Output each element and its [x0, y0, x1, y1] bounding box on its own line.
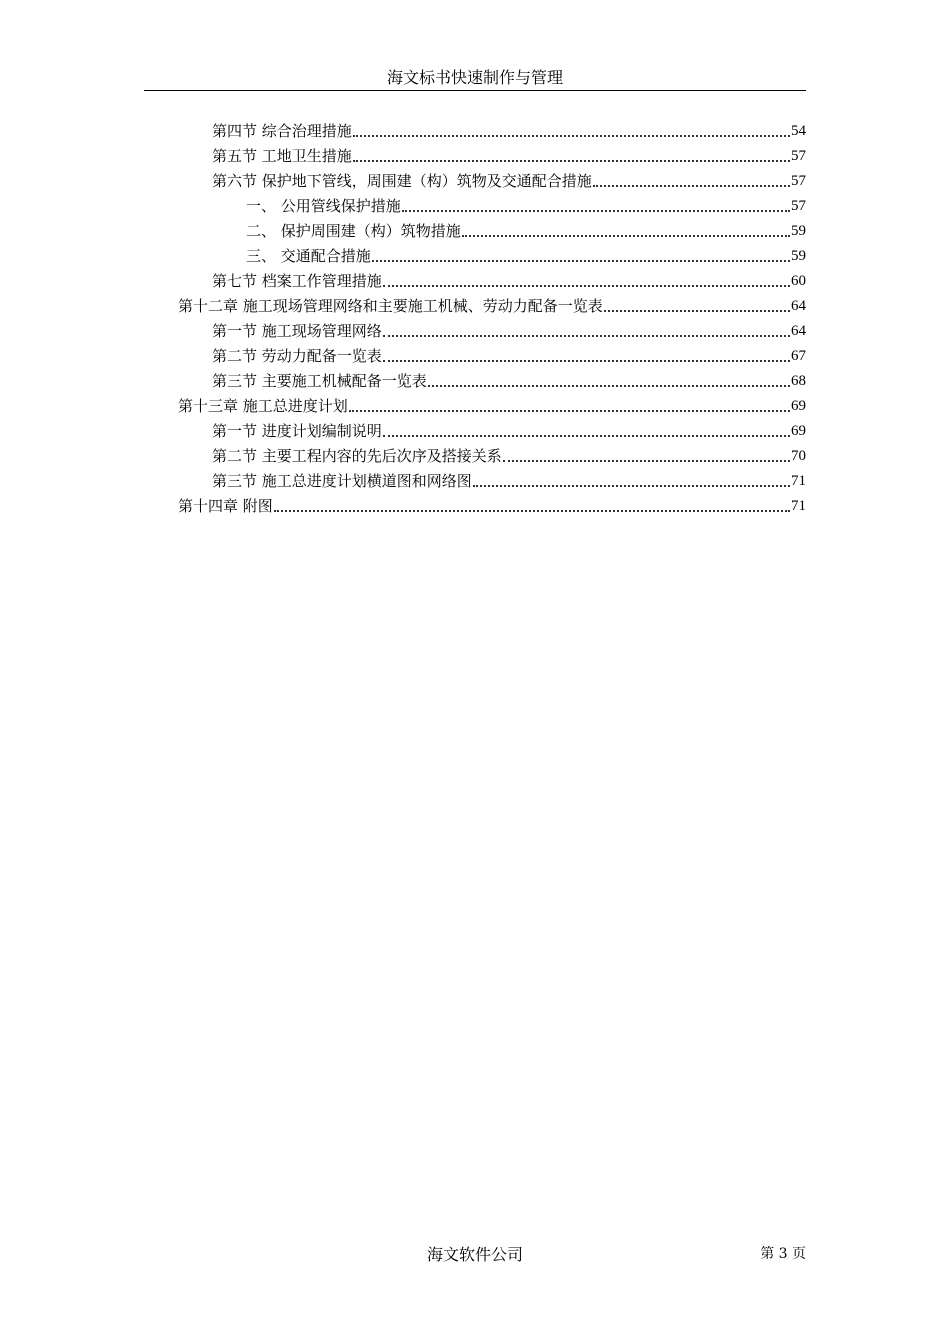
toc-entry-title: 第一节 施工现场管理网络 — [212, 322, 382, 340]
toc-entry-page: 68 — [791, 373, 806, 389]
toc-leader-dots — [462, 235, 790, 237]
toc-entry[interactable] — [212, 366, 806, 391]
toc-entry[interactable] — [246, 241, 806, 266]
footer-company: 海文软件公司 — [426, 1245, 523, 1264]
toc-entry[interactable] — [212, 441, 806, 466]
toc-entry-title: 三、 交通配合措施 — [246, 247, 371, 265]
toc-entry-title: 第二节 劳动力配备一览表 — [212, 347, 382, 365]
toc-entry-page: 67 — [791, 348, 806, 364]
toc-entry-title: 一、 公用管线保护措施 — [246, 197, 401, 215]
toc-entry[interactable] — [246, 191, 806, 216]
toc-entry[interactable] — [212, 166, 806, 191]
toc-entry[interactable] — [212, 466, 806, 491]
toc-entry-title: 第三节 主要施工机械配备一览表 — [212, 372, 427, 390]
toc-entry-title: 二、 保护周围建（构）筑物措施 — [246, 222, 461, 240]
toc-entry[interactable] — [212, 266, 806, 291]
toc-entry-title: 第十二章 施工现场管理网络和主要施工机械、劳动力配备一览表 — [178, 297, 603, 315]
toc-entry-title: 第四节 综合治理措施 — [212, 122, 352, 140]
toc-entry-page: 71 — [791, 498, 806, 514]
toc-entry[interactable] — [212, 316, 806, 341]
toc-leader-dots — [274, 510, 790, 512]
toc-entry-title: 第十四章 附图 — [178, 497, 273, 515]
toc-entry[interactable] — [212, 116, 806, 141]
toc-entry-page: 69 — [791, 423, 806, 439]
toc-entry[interactable] — [246, 216, 806, 241]
toc-leader-dots — [428, 385, 790, 387]
toc-entry-title: 第三节 施工总进度计划横道图和网络图 — [212, 472, 472, 490]
toc-entry-page: 64 — [791, 298, 806, 314]
toc-leader-dots — [402, 210, 790, 212]
toc-entry[interactable] — [212, 416, 806, 441]
toc-entry-page: 57 — [791, 198, 806, 214]
toc-entry-page: 57 — [791, 173, 806, 189]
toc-entry[interactable] — [212, 341, 806, 366]
toc-entry-title: 第十三章 施工总进度计划 — [178, 397, 348, 415]
toc-leader-dots — [372, 260, 790, 262]
toc-leader-dots — [593, 185, 790, 187]
toc-entry-page: 64 — [791, 323, 806, 339]
toc-entry-page: 54 — [791, 123, 806, 139]
toc-entry[interactable] — [178, 291, 806, 316]
toc-entry[interactable] — [212, 141, 806, 166]
toc-entry-title: 第六节 保护地下管线，周围建（构）筑物及交通配合措施 — [212, 172, 592, 190]
toc-entry-title: 第五节 工地卫生措施 — [212, 147, 352, 165]
toc-entry[interactable] — [178, 491, 806, 516]
toc-leader-dots — [349, 410, 790, 412]
header-title: 海文标书快速制作与管理 — [386, 68, 563, 87]
page-header — [144, 66, 806, 91]
toc-entry-page: 60 — [791, 273, 806, 289]
toc-entry-page: 69 — [791, 398, 806, 414]
toc-leader-dots — [503, 460, 790, 462]
toc-leader-dots — [353, 160, 790, 162]
toc-leader-dots — [383, 335, 790, 337]
footer-page-number: 第 3 页 — [760, 1246, 806, 1262]
toc-entry-page: 59 — [791, 223, 806, 239]
toc-entry-page: 70 — [791, 448, 806, 464]
toc-entry-title: 第一节 进度计划编制说明 — [212, 422, 382, 440]
toc-leader-dots — [383, 435, 790, 437]
toc-entry[interactable] — [178, 391, 806, 416]
toc-entry-title: 第二节 主要工程内容的先后次序及搭接关系 — [212, 447, 502, 465]
toc-leader-dots — [383, 360, 790, 362]
toc-leader-dots — [473, 485, 790, 487]
toc-entry-page: 57 — [791, 148, 806, 164]
toc-leader-dots — [353, 135, 790, 137]
toc-entry-title: 第七节 档案工作管理措施 — [212, 272, 382, 290]
toc-entry-page: 71 — [791, 473, 806, 489]
toc-leader-dots — [383, 285, 790, 287]
toc-entry-page: 59 — [791, 248, 806, 264]
toc-leader-dots — [604, 310, 790, 312]
